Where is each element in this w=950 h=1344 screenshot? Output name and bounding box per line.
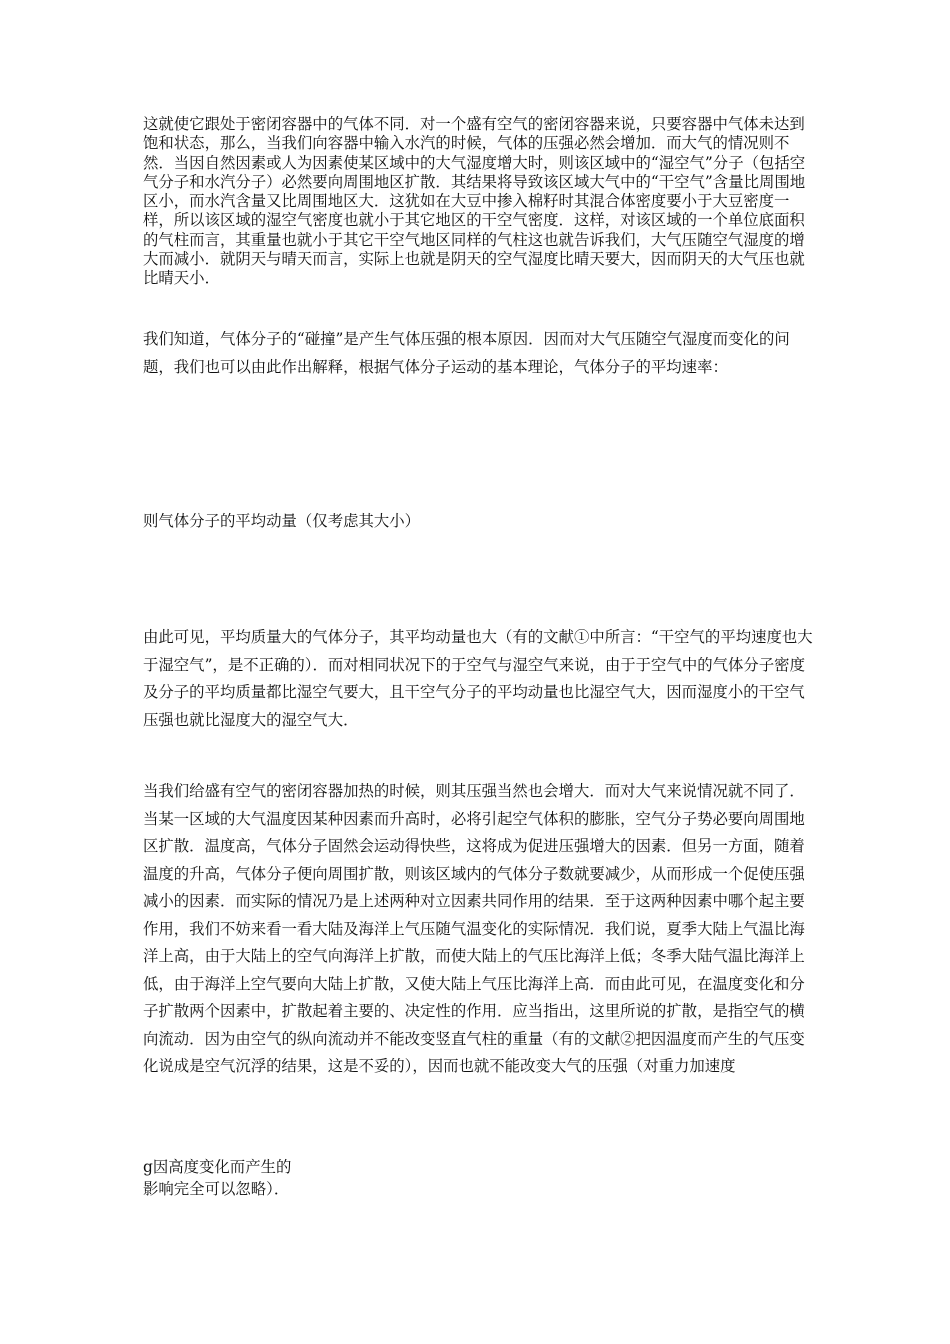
paragraph-humidity-diffusion: 这就使它跟处于密闭容器中的气体不同．对一个盛有空气的密闭容器来说，只要容器中气体未达到饱和状态，那么，当我们向容器中输入水汽的时候，气体的压强必然会增加．而大气的情况则不然．当因自然因素或人为因素使某区域中的大气湿度增大时，则该区域中的“湿空气”分子（包括空气分子和水汽分子）必然要向周围地区扩散．其结果将导致该区域大气中的“干空气”含量比周围地区小，而水汽含量又比周围地区大．这犹如在大豆中掺入棉籽时其混合体密度要小于大豆密度一样，所以该区域的湿空气密度也就小于其它地区的干空气密度．这样，对该区域的一个单位底面积的气柱而言，其重量也就小于其它干空气地区同样的气柱这也就告诉我们，大气压随空气湿度的增大而减小．就阴天与晴天而言，实际上也就是阴天的空气湿度比晴天要大，因而阴天的大气压也就比晴天小． [143,115,806,288]
paragraph-average-momentum: 则气体分子的平均动量（仅考虑其大小） [143,512,421,530]
paragraph-gravity-note: g因高度变化而产生的 影响完全可以忽略）． [143,1158,292,1198]
paragraph-temperature-effect: 当我们给盛有空气的密闭容器加热的时候，则其压强当然也会增大．而对大气来说情况就不同了．当某一区域的大气温度因某种因素而升高时，必将引起空气体积的膨胀，空气分子势必要向周围地区扩散．温度高，气体分子固然会运动得快些，这将成为促进压强增大的因素．但另一方面，随着温度的升高，气体分子便向周围扩散，则该区域内的气体分子数就要减少，从而形成一个促使压强减小的因素．而实际的情况乃是上述两种对立因素共同作用的结果．至于这两种因素中哪个起主要作用，我们不妨来看一看大陆及海洋上气压随气温变化的实际情况．我们说，夏季大陆上气温比海洋上高，由于大陆上的空气向海洋上扩散，而使大陆上的气压比海洋上低；冬季大陆气温比海洋上低，由于海洋上空气要向大陆上扩散，又使大陆上气压比海洋上高．而由此可见，在温度变化和分子扩散两个因素中，扩散起着主要的、决定性的作用．应当指出，这里所说的扩散，是指空气的横向流动．因为由空气的纵向流动并不能改变竖直气柱的重量（有的文献②把因温度而产生的气压变化说成是空气沉浮的结果，这是不妥的），因而也就不能改变大气的压强（对重力加速度 [143,782,805,1075]
paragraph-molecular-collision: 我们知道，气体分子的“碰撞”是产生气体压强的根本原因．因而对大气压随空气湿度而变化的问题，我们也可以由此作出解释，根据气体分子运动的基本理论，气体分子的平均速率： [143,330,790,376]
paragraph-momentum-conclusion: 由此可见，平均质量大的气体分子，其平均动量也大（有的文献①中所言：“干空气的平均速度也大于湿空气”，是不正确的）．而对相同状况下的于空气与湿空气来说，由于于空气中的气体分子密度及分子的平均质量都比湿空气要大，且干空气分子的平均动量也比湿空气大，因而湿度小的干空气压强也就比湿度大的湿空气大． [143,628,813,729]
